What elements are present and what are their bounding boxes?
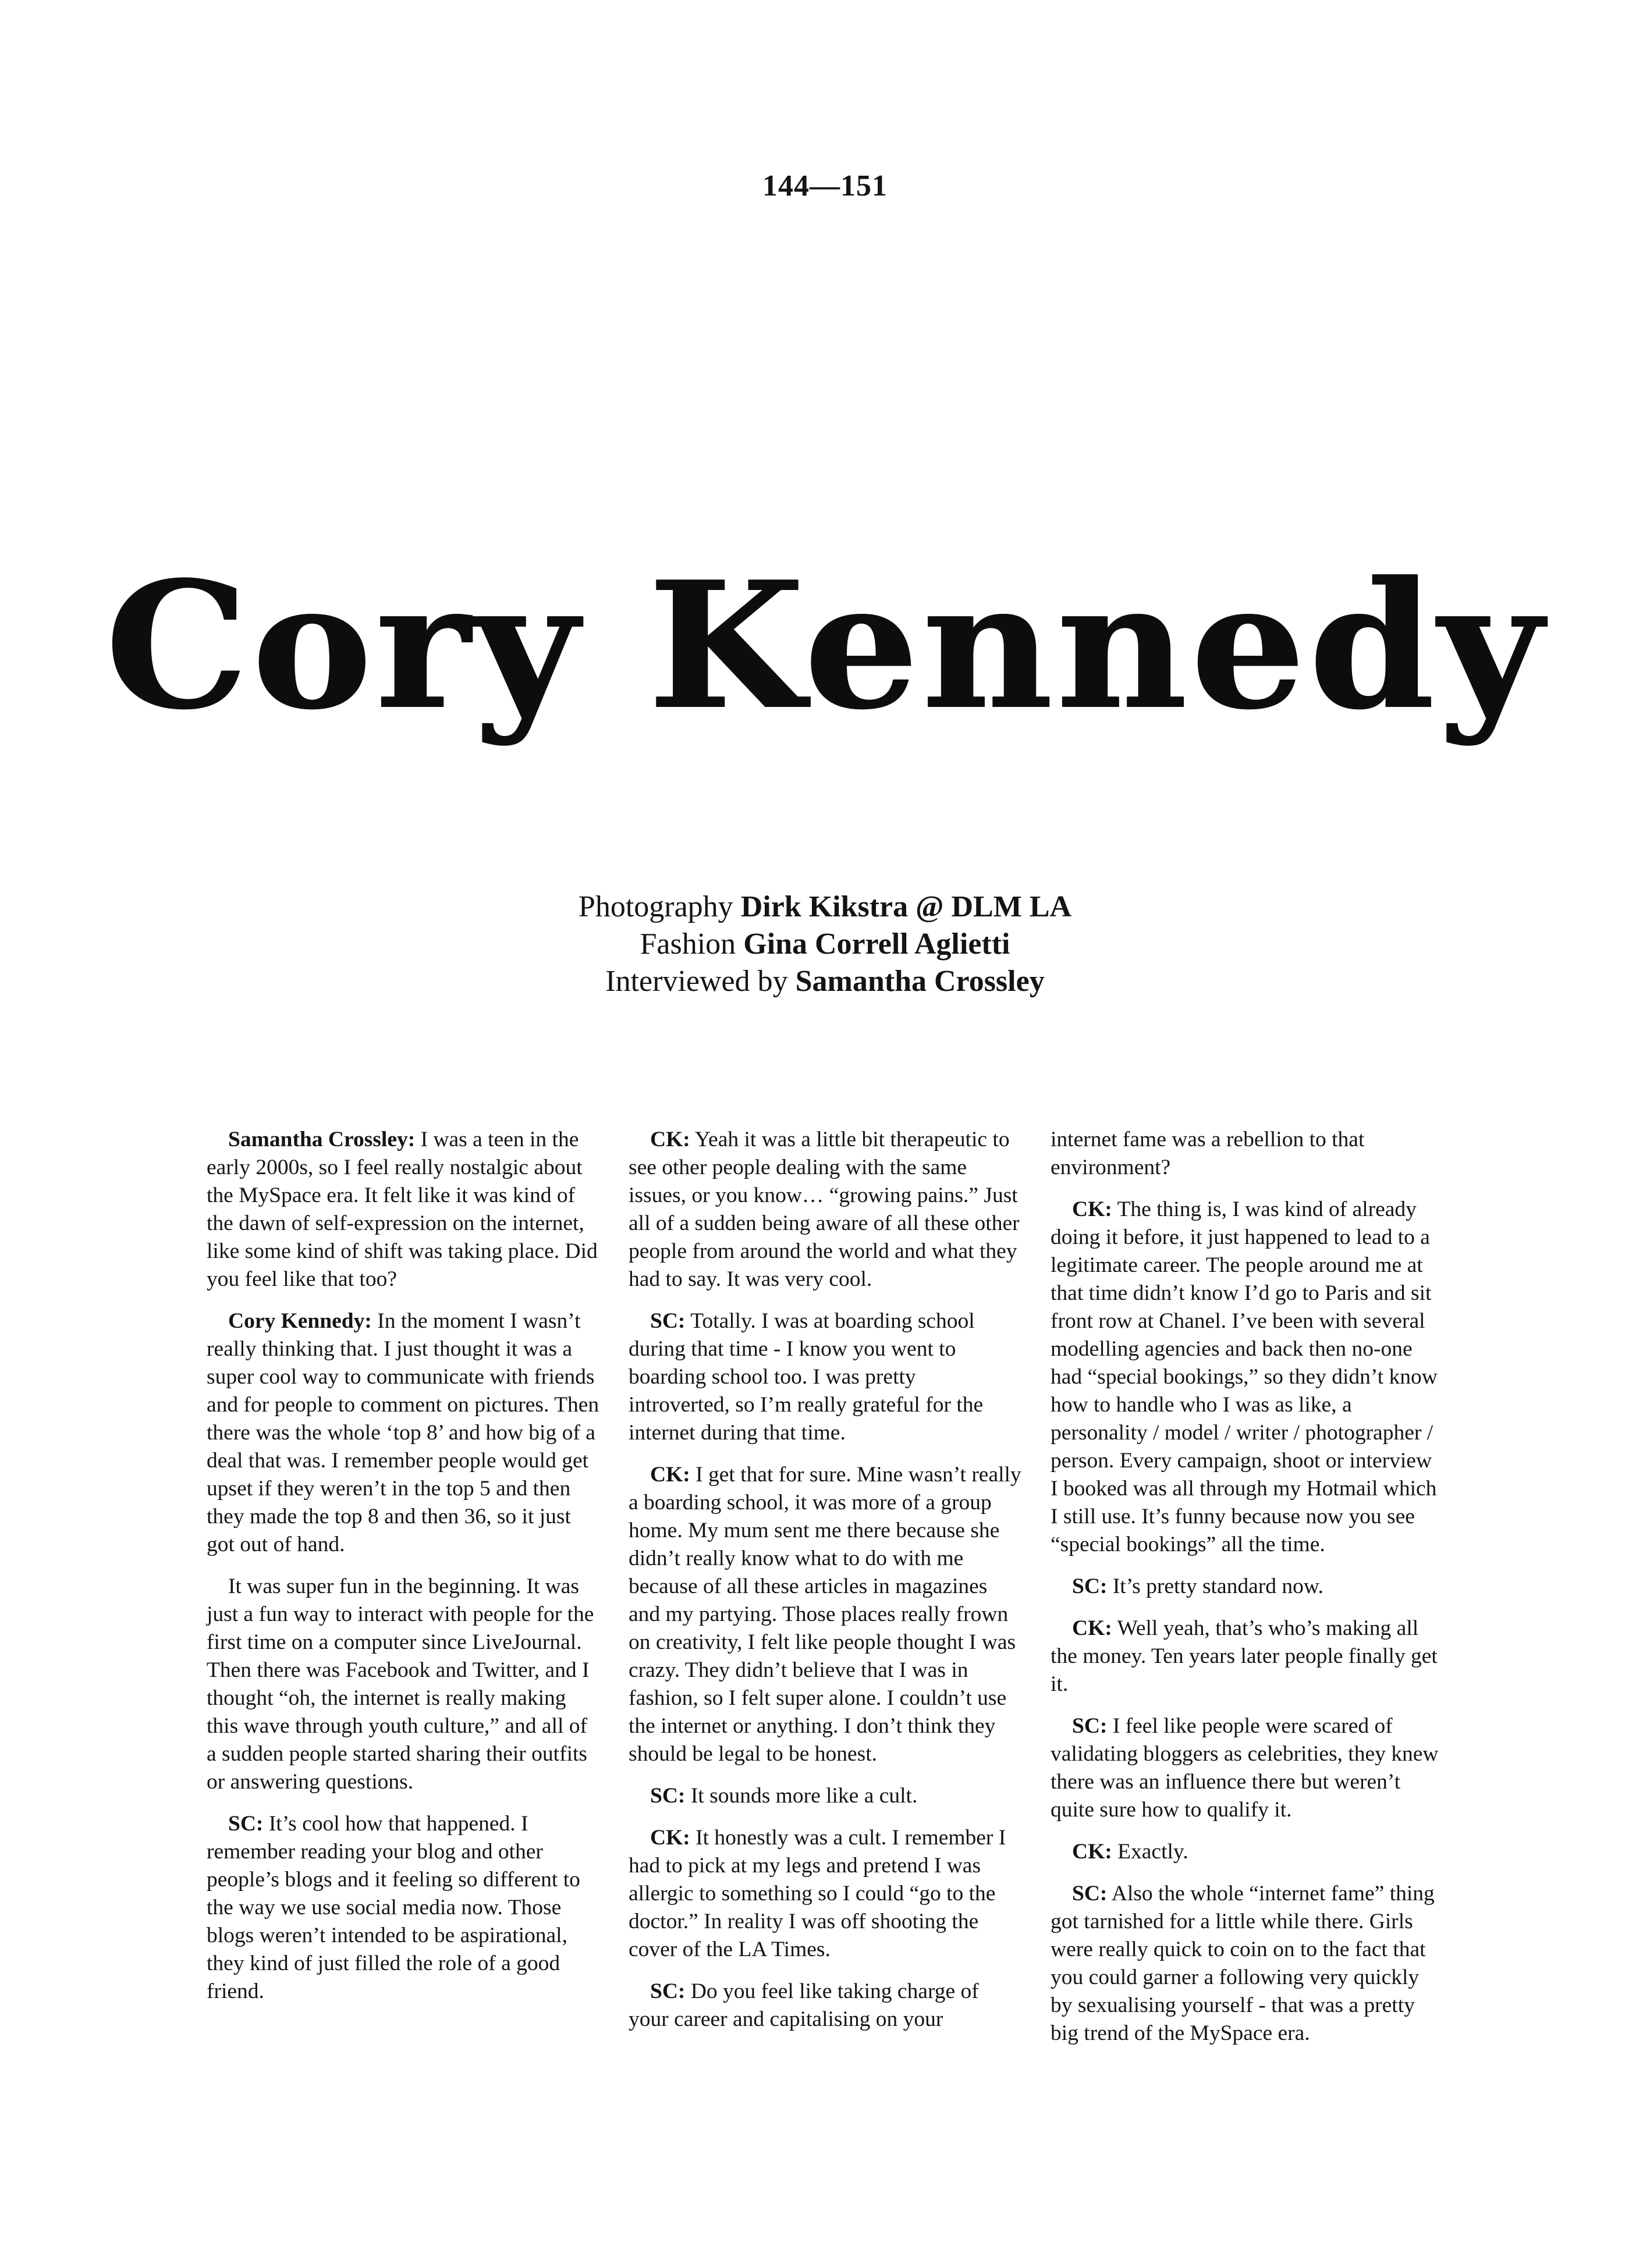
paragraph <box>1051 1573 1443 1601</box>
paragraph-text: It sounds more like a cult. <box>690 1784 918 1808</box>
speaker-label: SC: <box>650 1309 686 1333</box>
paragraph-text: In the moment I wasn’t really thinking that. I just thought it was a super cool way to communicate with friends and for people to comment on pictures. Then there was the whole ‘top 8’ and how big of a deal that was. I remember people would get upset if they weren’t in the top 5 and then they made the top 8 and then 36, so it just got out of hand. <box>207 1309 599 1556</box>
paragraph <box>207 1126 599 1293</box>
paragraph-text: Do you feel like taking charge of your career and capitalising on your <box>629 1979 979 2031</box>
text-column-2 <box>629 1126 1021 2061</box>
paragraph-text: It’s pretty standard now. <box>1112 1574 1323 1598</box>
speaker-label: SC: <box>650 1784 686 1808</box>
speaker-label: CK: <box>1072 1840 1112 1864</box>
paragraph <box>207 1810 599 2006</box>
speaker-label: SC: <box>1072 1574 1108 1598</box>
paragraph <box>1051 1880 1443 2047</box>
speaker-label: SC: <box>228 1812 264 1836</box>
article-title: Cory Kennedy <box>104 543 1546 748</box>
paragraph <box>629 1126 1021 1293</box>
credit-interviewer <box>0 963 1650 1000</box>
paragraph <box>207 1573 599 1796</box>
paragraph-text: I was a teen in the early 2000s, so I feel really nostalgic about the MySpace era. It felt like it was kind of the dawn of self-expression on the internet, like some kind of shift was taking place. Did you feel like that too? <box>207 1128 598 1291</box>
interview-body <box>207 1126 1443 2061</box>
speaker-label: CK: <box>1072 1197 1112 1221</box>
paragraph <box>629 1307 1021 1447</box>
credits <box>0 888 1650 1000</box>
speaker-label: CK: <box>650 1463 690 1487</box>
paragraph <box>1051 1712 1443 1824</box>
speaker-label: CK: <box>1072 1616 1112 1640</box>
credit-name: Dirk Kikstra @ DLM LA <box>740 890 1072 923</box>
speaker-label: SC: <box>650 1979 686 2003</box>
speaker-label: CK: <box>650 1826 690 1850</box>
credit-role: Interviewed by <box>605 965 788 998</box>
paragraph <box>1051 1196 1443 1559</box>
credit-role: Fashion <box>640 927 736 961</box>
credit-name: Gina Correll Aglietti <box>743 927 1010 961</box>
speaker-label: Samantha Crossley: <box>228 1128 416 1151</box>
paragraph-text: I feel like people were scared of validating bloggers as celebrities, they knew there was an influence there but weren’t quite sure how to qualify it. <box>1051 1714 1439 1822</box>
paragraph-text: Exactly. <box>1117 1840 1188 1864</box>
paragraph <box>629 1782 1021 1810</box>
speaker-label: CK: <box>650 1128 690 1151</box>
credit-name: Samantha Crossley <box>795 965 1045 998</box>
paragraph-text: Yeah it was a little bit therapeutic to see other people dealing with the same issues, or you know… “growing pains.” Just all of a sudden being aware of all these other people from around the world and what they had to say. It was very cool. <box>629 1128 1020 1291</box>
paragraph <box>1051 1838 1443 1866</box>
paragraph-text: Also the whole “internet fame” thing got tarnished for a little while there. Girls were really quick to coin on to the fact that you could garner a following very quickly by sexualising yourself - that was a pretty big trend of the MySpace era. <box>1051 1882 1435 2045</box>
speaker-label: SC: <box>1072 1714 1108 1738</box>
page-range: 144—151 <box>762 169 888 202</box>
paragraph <box>629 1978 1021 2034</box>
paragraph <box>629 1824 1021 1964</box>
speaker-label: SC: <box>1072 1882 1108 1906</box>
title-block <box>0 543 1650 748</box>
speaker-label: Cory Kennedy: <box>228 1309 372 1333</box>
paragraph-text: Totally. I was at boarding school during that time - I know you went to boarding school too. I was pretty introverted, so I’m really grateful for the internet during that time. <box>629 1309 984 1445</box>
paragraph-text: Well yeah, that’s who’s making all the money. Ten years later people finally get it. <box>1051 1616 1438 1696</box>
paragraph-text: It was super fun in the beginning. It was just a fun way to interact with people for the first time on a computer since LiveJournal. Then there was Facebook and Twitter, and I thought “oh, the internet is really making this wave through youth culture,” and all of a sudden people started sharing their outfits or answering questions. <box>207 1574 594 1794</box>
paragraph-text: The thing is, I was kind of already doing it before, it just happened to lead to a legitimate career. The people around me at that time didn’t know I’d go to Paris and sit front row at Chanel. I’ve been with several modelling agencies and back then no-one had “special bookings,” so they didn’t know how to handle who I was as like, a personality / model / writer / photographer / person. Every campaign, shoot or interview I booked was all through my Hotmail which I still use. It’s funny because now you see “special bookings” all the time. <box>1051 1197 1438 1556</box>
paragraph <box>1051 1615 1443 1698</box>
paragraph <box>1051 1126 1443 1182</box>
text-column-1 <box>207 1126 599 2061</box>
paragraph <box>629 1461 1021 1768</box>
credit-fashion <box>0 926 1650 963</box>
credit-role: Photography <box>578 890 733 923</box>
paragraph <box>207 1307 599 1559</box>
paragraph-text: I get that for sure. Mine wasn’t really a boarding school, it was more of a group home. My mum sent me there because she didn’t really know what to do with me because of all these articles in magazines and my partying. Those places really frown on creativity, I felt like people thought I was crazy. They didn’t believe that I was in fashion, so I felt super alone. I couldn’t use the internet or anything. I don’t think they should be legal to be honest. <box>629 1463 1021 1766</box>
text-column-3 <box>1051 1126 1443 2061</box>
paragraph-text: It honestly was a cult. I remember I had to pick at my legs and pretend I was allergic to something so I could “go to the doctor.” In reality I was off shooting the cover of the LA Times. <box>629 1826 1006 1961</box>
credit-photography <box>0 888 1650 926</box>
paragraph-text: internet fame was a rebellion to that environment? <box>1051 1128 1365 1179</box>
paragraph-text: It’s cool how that happened. I remember reading your blog and other people’s blogs and it feeling so different to the way we use social media now. Those blogs weren’t intended to be aspirational, they kind of just filled the role of a good friend. <box>207 1812 580 2003</box>
